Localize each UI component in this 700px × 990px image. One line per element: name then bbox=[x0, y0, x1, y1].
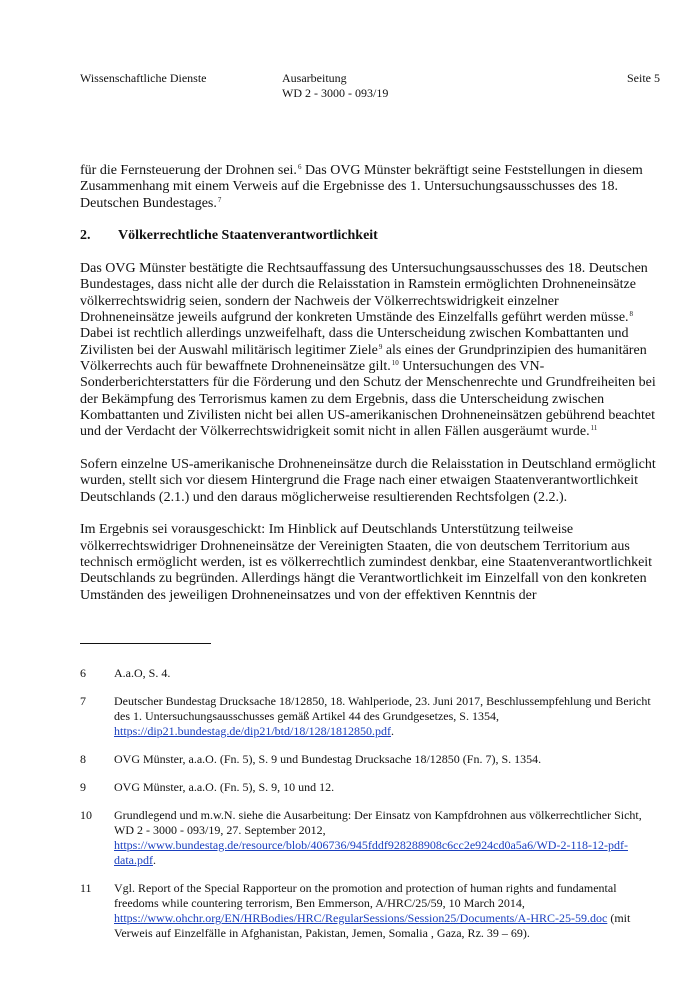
footnote-link[interactable]: https://dip21.bundestag.de/dip21/btd/18/128/1812850.pdf bbox=[114, 724, 391, 738]
footnote-text: OVG Münster, a.a.O. (Fn. 5), S. 9, 10 und 12. bbox=[114, 780, 335, 794]
footnote-ref-7[interactable]: 7 bbox=[217, 195, 222, 204]
footnote-ref-11[interactable]: 11 bbox=[590, 424, 598, 433]
footnote-text: Vgl. Report of the Special Rapporteur on the promotion and protection of human rights and fundamental freedoms while countering terrorism, Ben Emmerson, A/HRC/25/59, 10 March 2014, https://www.ohchr.org/EN/HRBodies/HRC/RegularSessions/Session25/Documents/A-HRC-25-59.doc (mit Verweis auf Einzelfälle in Afghanistan, Pakistan, Jemen, Somalia , Gaza, Rz. 39 – 69). bbox=[114, 881, 631, 940]
paragraph-3: Sofern einzelne US-amerikanische Drohneneinsätze durch die Relaisstation in Deutschland ermöglicht wurden, stellt sich vor diesem Hintergrund die Frage nach einer etwaigen Staatenverantwortlichkeit Deutschlands (2.1.) und den daraus möglicherweise resultierenden Rechtsfolgen (2.2.). bbox=[80, 456, 656, 505]
footnote-11 bbox=[80, 881, 660, 941]
footnote-number: 6 bbox=[80, 666, 86, 680]
header-page-number: Seite 5 bbox=[627, 71, 660, 85]
paragraph-1: für die Fernsteuerung der Drohnen sei.$^6$ Das OVG Münster bekräftigt seine Feststellungen in diesem Zusammenhang mit einem Verweis auf die Ergebnisse des 1. Untersuchungsausschusses des 18. Deutschen Bundestages.$^7$ bbox=[80, 163, 643, 211]
footnotes bbox=[80, 666, 660, 954]
section-heading bbox=[80, 228, 656, 244]
header-doc-info bbox=[282, 71, 388, 101]
footnote-text: Deutscher Bundestag Drucksache 18/12850, 18. Wahlperiode, 23. Juni 2017, Beschlussempfehlung und Bericht des 1. Untersuchungsausschusses gemäß Artikel 44 des Grundgesetzes, S. 1354, https://dip21.bundestag.de/dip21/btd/18/128/1812850.pdf. bbox=[114, 694, 651, 738]
section-title: Völkerrechtliche Staatenverantwortlichkeit bbox=[118, 228, 378, 244]
footnote-8 bbox=[80, 752, 660, 767]
header-org: Wissenschaftliche Dienste bbox=[80, 71, 207, 85]
footnote-9 bbox=[80, 780, 660, 795]
footnote-ref-10[interactable]: 10 bbox=[391, 358, 399, 367]
footnote-number: 9 bbox=[80, 780, 86, 794]
main-text bbox=[80, 163, 656, 620]
footnote-6 bbox=[80, 666, 660, 681]
footnote-text: A.a.O, S. 4. bbox=[114, 666, 171, 680]
header-doc-type: Ausarbeitung bbox=[282, 71, 347, 85]
footnote-link[interactable]: https://www.bundestag.de/resource/blob/406736/945fddf928288908c6cc2e924cd0a5a6/WD-2-118-12-pdf-data.pdf bbox=[114, 838, 628, 867]
footnote-ref-6[interactable]: 6 bbox=[297, 163, 302, 171]
paragraph-2: Das OVG Münster bestätigte die Rechtsauffassung des Untersuchungsausschusses des 18. Deutschen Bundestages, dass nicht alle der durch die Relaisstation in Ramstein ermöglichten Drohneneinsätze völkerrechtswidrig seien, sondern der Nachweis der Völkerrechtswidrigkeit einzelner Drohneneinsätze jeweils aufgrund der konkreten Umstände des Einzelfalls geführt werden müsse.$^8$ Dabei ist rechtlich allerdings unzweifelhaft, dass die Unterscheidung zwischen Kombattanten und Zivilisten bei der Auswahl militärisch legitimer Ziele$^9$ als eines der Grundprinzipien des humanitären Völkerrechts auch für bewaffnete Drohneneinsätze gilt.$^{10}$ Untersuchungen des VN-Sonderberichterstatters für die Förderung und den Schutz der Menschenrechte und Grundfreiheiten bei der Bekämpfung des Terrorismus kamen zu dem Ergebnis, dass die Unterscheidung zwischen Kombattanten und Zivilisten nicht bei allen US-amerikanischen Drohneneinsätzen gebührend beachtet und der Verdacht der Völkerrechtswidrigkeit somit nicht in allen Fällen ausgeräumt wurde.$^{11}$ bbox=[80, 261, 656, 440]
header-doc-number: WD 2 - 3000 - 093/19 bbox=[282, 86, 389, 100]
footnote-10 bbox=[80, 808, 660, 868]
footnote-number: 8 bbox=[80, 752, 86, 766]
footnote-ref-8[interactable]: 8 bbox=[629, 310, 634, 319]
footnote-text: OVG Münster, a.a.O. (Fn. 5), S. 9 und Bundestag Drucksache 18/12850 (Fn. 7), S. 1354. bbox=[114, 752, 542, 766]
footnote-separator bbox=[80, 643, 211, 644]
footnote-ref-9[interactable]: 9 bbox=[378, 342, 383, 351]
footnote-number: 10 bbox=[80, 808, 92, 822]
footnote-number: 11 bbox=[80, 881, 92, 895]
section-number: 2. bbox=[80, 228, 91, 244]
footnote-text: Grundlegend und m.w.N. siehe die Ausarbeitung: Der Einsatz von Kampfdrohnen aus völkerrechtlicher Sicht, WD 2 - 3000 - 093/19, 27. September 2012, https://www.bundestag.de/resource/blob/406736/945fddf928288908c6cc2e924cd0a5a6/WD-2-118-12-pdf-data.pdf. bbox=[114, 808, 642, 867]
paragraph-4: Im Ergebnis sei vorausgeschickt: Im Hinblick auf Deutschlands Unterstützung teilweise völkerrechtswidriger Drohneneinsätze der Vereinigten Staaten, die von deutschem Territorium aus technisch ermöglicht werden, ist es völkerrechtlich zumindest denkbar, eine Staatenverantwortlichkeit Deutschlands zu begründen. Allerdings hängt die Verantwortlichkeit im Einzelfall von den konkreten Umständen des jeweiligen Drohneneinsatzes und von der effektiven Kenntnis der bbox=[80, 522, 653, 603]
footnote-7 bbox=[80, 694, 660, 739]
footnote-number: 7 bbox=[80, 694, 86, 708]
footnote-link[interactable]: https://www.ohchr.org/EN/HRBodies/HRC/RegularSessions/Session25/Documents/A-HRC-25-59.doc bbox=[114, 911, 608, 925]
